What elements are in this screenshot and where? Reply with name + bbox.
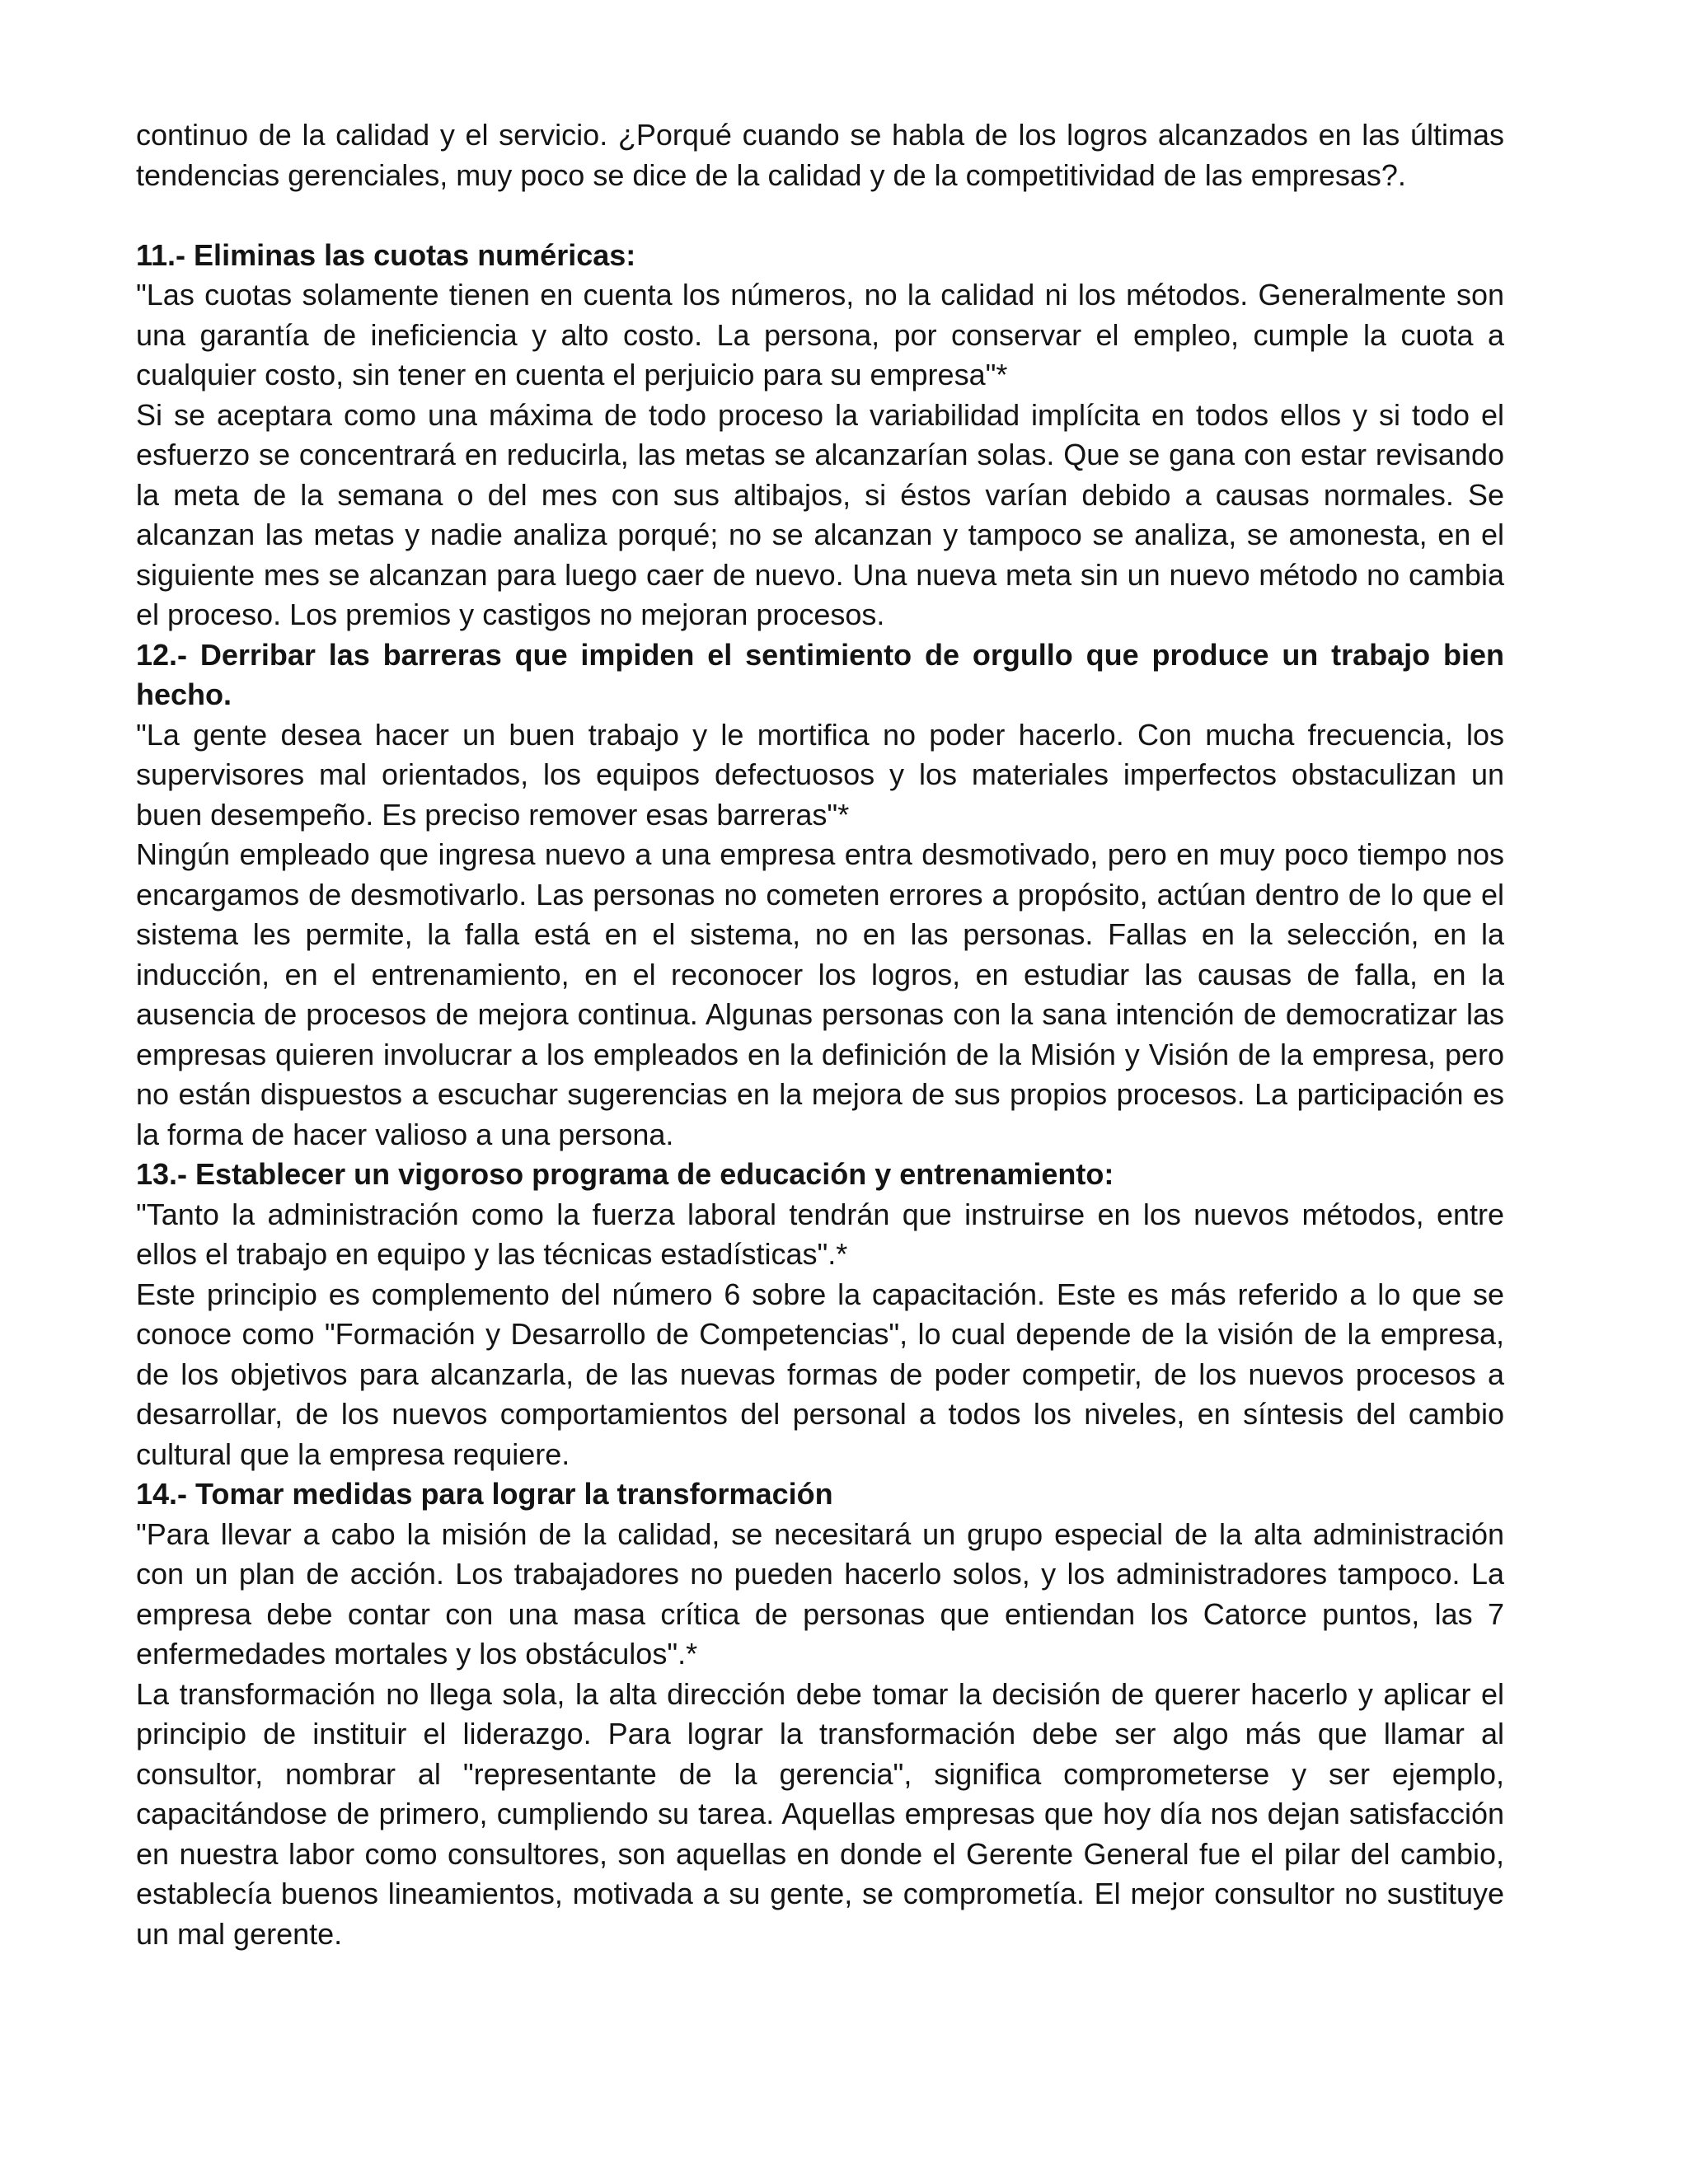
section-11-body: Si se aceptara como una máxima de todo proceso la variabilidad implícita en todos ellos y si todo el esfuerzo se concentrará en reducirla, las metas se alcanzarían solas. Que se gana con estar revisando la meta de la semana o del mes con sus altibajos, si éstos varían debido a causas normales. Se alcanzan las metas y nadie analiza porqué; no se alcanzan y tampoco se analiza, se amonesta, en el siguiente mes se alcanzan para luego caer de nuevo. Una nueva meta sin un nuevo método no cambia el proceso. Los premios y castigos no mejoran procesos. xyxy=(136,397,1504,631)
section-14-body: La transformación no llega sola, la alta dirección debe tomar la decisión de querer hacerlo y aplicar el principio de instituir el liderazgo. Para lograr la transformación debe ser algo más que llamar al consultor, nombrar al "representante de la gerencia", significa comprometerse y ser ejemplo, capacitándose de primero, cumpliendo su tarea. Aquellas empresas que hoy día nos dejan satisfacción en nuestra labor como consultores, son aquellas en donde el Gerente General fue el pilar del cambio, establecía buenos lineamientos, motivada a su gente, se comprometía. El mejor consultor no sustituye un mal gerente. xyxy=(136,1676,1504,1951)
section-13-body: Este principio es complemento del número 6 sobre la capacitación. Este es más referido a lo que se conoce como "Formación y Desarrollo de Competencias", lo cual depende de la visión de la empresa, de los objetivos para alcanzarla, de las nuevas formas de poder competir, de los nuevos procesos a desarrollar, de los nuevos comportamientos del personal a todos los niveles, en síntesis del cambio cultural que la empresa requiere. xyxy=(136,1277,1504,1471)
paragraph-gap xyxy=(136,195,1504,236)
section-11-heading: 11.- Eliminas las cuotas numéricas: xyxy=(136,237,636,272)
section-12-quote: "La gente desea hacer un buen trabajo y le mortifica no poder hacerlo. Con mucha frecuencia, los supervisores mal orientados, los equipos defectuosos y los materiales imperfectos obstaculizan un buen desempeño. Es preciso remover esas barreras"* xyxy=(136,717,1504,832)
section-13-heading: 13.- Establecer un vigoroso programa de educación y entrenamiento: xyxy=(136,1157,1114,1191)
intro-paragraph: continuo de la calidad y el servicio. ¿Porqué cuando se habla de los logros alcanzados en las últimas tendencias gerenciales, muy poco se dice de la calidad y de la competitividad de las empresas?. xyxy=(136,118,1504,192)
section-11-quote: "Las cuotas solamente tienen en cuenta los números, no la calidad ni los métodos. Generalmente son una garantía de ineficiencia y alto costo. La persona, por conservar el empleo, cumple la cuota a cualquier costo, sin tener en cuenta el perjuicio para su empresa"* xyxy=(136,278,1504,391)
document-page xyxy=(136,115,1504,1954)
section-12-body: Ningún empleado que ingresa nuevo a una empresa entra desmotivado, pero en muy poco tiempo nos encargamos de desmotivarlo. Las personas no cometen errores a propósito, actúan dentro de lo que el sistema les permite, la falla está en el sistema, no en las personas. Fallas en la selección, en la inducción, en el entrenamiento, en el reconocer los logros, en estudiar las causas de falla, en la ausencia de procesos de mejora continua. Algunas personas con la sana intención de democratizar las empresas quieren involucrar a los empleados en la definición de la Misión y Visión de la empresa, pero no están dispuestos a escuchar sugerencias en la mejora de sus propios procesos. La participación es la forma de hacer valioso a una persona. xyxy=(136,837,1504,1151)
section-14-heading: 14.- Tomar medidas para lograr la transformación xyxy=(136,1477,833,1511)
section-12-heading: 12.- Derribar las barreras que impiden el sentimiento de orgullo que produce un trabajo bien hecho. xyxy=(136,637,1504,711)
section-14-quote: "Para llevar a cabo la misión de la calidad, se necesitará un grupo especial de la alta administración con un plan de acción. Los trabajadores no pueden hacerlo solos, y los administradores tampoco. La empresa debe contar con una masa crítica de personas que entiendan los Catorce puntos, las 7 enfermedades mortales y los obstáculos".* xyxy=(136,1516,1504,1671)
section-13-quote: "Tanto la administración como la fuerza laboral tendrán que instruirse en los nuevos métodos, entre ellos el trabajo en equipo y las técnicas estadísticas".* xyxy=(136,1197,1504,1271)
